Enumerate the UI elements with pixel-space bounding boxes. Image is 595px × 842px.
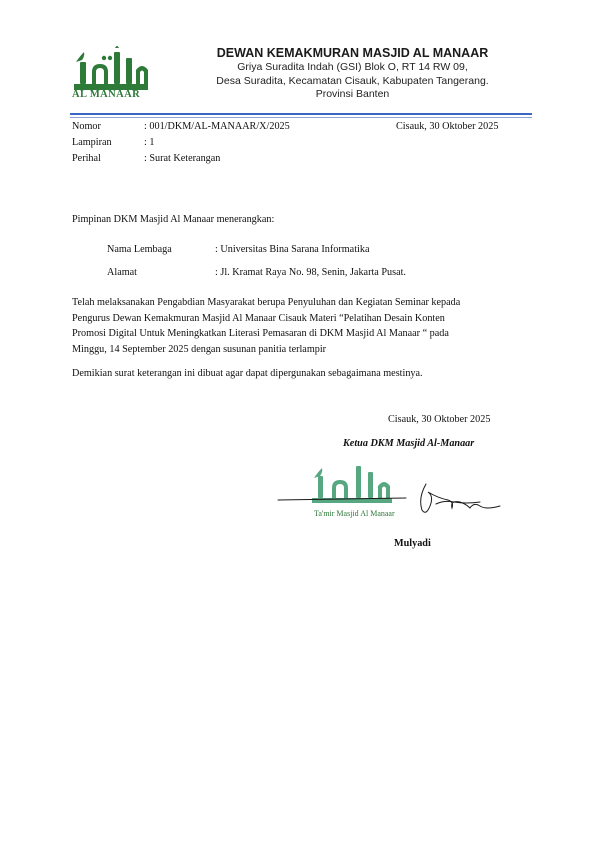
lampiran-label: Lampiran bbox=[72, 137, 112, 148]
address-line-1: Griya Suradita Indah (GSI) Blok O, RT 14 RW 09, bbox=[237, 61, 468, 73]
svg-text:Ta'mir Masjid Al Manaar: Ta'mir Masjid Al Manaar bbox=[314, 509, 395, 518]
alamat-value: : Jl. Kramat Raya No. 98, Senin, Jakarta Pusat. bbox=[215, 267, 406, 278]
nomor-label: Nomor bbox=[72, 121, 101, 132]
paragraph-line: Telah melaksanakan Pengabdian Masyarakat berupa Penyuluhan dan Kegiatan Seminar kepada bbox=[72, 297, 461, 308]
paragraph-line: Pengurus Dewan Kemakmuran Masjid Al Manaar Cisauk Materi “Pelatihan Desain Konten bbox=[72, 312, 445, 324]
nomor-value: : 001/DKM/AL-MANAAR/X/2025 bbox=[144, 121, 290, 132]
logo-text: AL MANAAR bbox=[72, 89, 141, 100]
signature-role: Ketua DKM Masjid Al-Manaar bbox=[343, 438, 475, 449]
lampiran-value: : 1 bbox=[144, 137, 155, 148]
address-line-2: Desa Suradita, Kecamatan Cisauk, Kabupaten Tangerang. bbox=[216, 75, 489, 87]
letter-date: Cisauk, 30 Oktober 2025 bbox=[396, 121, 499, 132]
paragraph-line: Promosi Digital Untuk Meningkatkan Literasi Pemasaran di DKM Masjid Al Manaar “ pada bbox=[72, 328, 449, 340]
letterhead-divider bbox=[70, 113, 532, 115]
paragraph-line: Minggu, 14 September 2025 dengan susunan panitia terlampir bbox=[72, 343, 327, 355]
alamat-label: Alamat bbox=[107, 267, 137, 278]
opening-line: Pimpinan DKM Masjid Al Manaar menerangkan: bbox=[72, 214, 275, 225]
perihal-value: : Surat Keterangan bbox=[144, 153, 221, 164]
address-line-3: Provinsi Banten bbox=[315, 88, 390, 100]
perihal-label: Perihal bbox=[72, 153, 101, 164]
closing-paragraph: Demikian surat keterangan ini dibuat agar dapat dipergunakan sebagaimana mestinya. bbox=[72, 368, 423, 379]
nama-lembaga-label: Nama Lembaga bbox=[107, 244, 172, 255]
letterhead-divider-thin bbox=[70, 117, 532, 118]
handwritten-signature bbox=[276, 476, 506, 524]
org-name: DEWAN KEMAKMURAN MASJID AL MANAAR bbox=[216, 46, 489, 60]
signature-place-date: Cisauk, 30 Oktober 2025 bbox=[388, 414, 491, 425]
body-paragraph-1 bbox=[72, 295, 522, 357]
nama-lembaga-value: : Universitas Bina Sarana Informatika bbox=[215, 244, 370, 255]
signatory-name: Mulyadi bbox=[394, 538, 431, 549]
